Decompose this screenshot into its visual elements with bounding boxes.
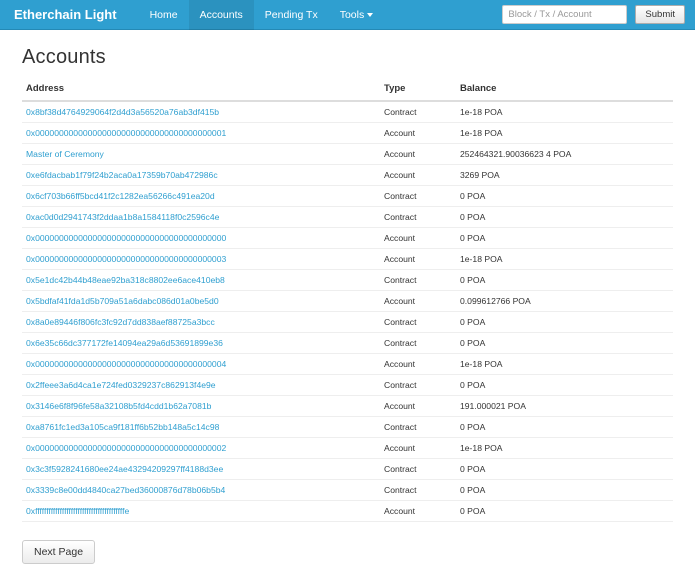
cell-address — [22, 396, 380, 417]
cell-balance: 1e-18 POA — [456, 249, 673, 270]
cell-type: Contract — [380, 480, 456, 501]
address-link[interactable]: 0x8a0e89446f806fc3fc92d7dd838aef88725a3bcc — [26, 317, 215, 327]
table-row — [22, 249, 673, 270]
table-row — [22, 312, 673, 333]
cell-balance: 0 POA — [456, 375, 673, 396]
address-link[interactable]: 0x5e1dc42b44b48eae92ba318c8802ee6ace410eb8 — [26, 275, 225, 285]
cell-address — [22, 333, 380, 354]
cell-type: Account — [380, 144, 456, 165]
address-link[interactable]: 0x2ffeee3a6d4ca1e724fed0329237c862913f4e9e — [26, 380, 216, 390]
cell-balance: 1e-18 POA — [456, 438, 673, 459]
pagination — [0, 522, 695, 564]
cell-address — [22, 144, 380, 165]
cell-balance: 1e-18 POA — [456, 101, 673, 123]
cell-type: Account — [380, 354, 456, 375]
chevron-down-icon — [367, 13, 373, 17]
search-input[interactable] — [502, 5, 627, 24]
column-header-type: Type — [380, 83, 456, 101]
cell-type: Account — [380, 165, 456, 186]
address-link[interactable]: 0x3339c8e00dd4840ca27bed36000876d78b06b5b4 — [26, 485, 226, 495]
table-row — [22, 291, 673, 312]
cell-type: Contract — [380, 312, 456, 333]
cell-address — [22, 101, 380, 123]
cell-address — [22, 207, 380, 228]
table-row — [22, 207, 673, 228]
table-row — [22, 438, 673, 459]
table-row — [22, 501, 673, 522]
cell-address — [22, 480, 380, 501]
cell-balance: 0 POA — [456, 417, 673, 438]
cell-balance: 0 POA — [456, 270, 673, 291]
cell-type: Account — [380, 396, 456, 417]
cell-type: Account — [380, 123, 456, 144]
nav-link-tools-label: Tools — [339, 8, 365, 21]
accounts-table — [22, 83, 673, 522]
table-row — [22, 123, 673, 144]
table-row — [22, 270, 673, 291]
cell-address — [22, 165, 380, 186]
table-header-row — [22, 83, 673, 101]
cell-type: Contract — [380, 417, 456, 438]
cell-address — [22, 249, 380, 270]
table-row — [22, 228, 673, 249]
address-link[interactable]: 0x3c3f5928241680ee24ae43294209297ff4188d3ee — [26, 464, 224, 474]
nav-link-pending-tx[interactable]: Pending Tx — [264, 8, 318, 21]
submit-button[interactable]: Submit — [635, 5, 685, 24]
cell-balance: 0 POA — [456, 333, 673, 354]
cell-balance: 191.000021 POA — [456, 396, 673, 417]
cell-type: Account — [380, 228, 456, 249]
table-row — [22, 101, 673, 123]
nav-links — [139, 0, 385, 30]
table-row — [22, 417, 673, 438]
nav-link-tools[interactable] — [329, 0, 385, 30]
table-row — [22, 480, 673, 501]
cell-type: Contract — [380, 207, 456, 228]
table-row — [22, 333, 673, 354]
address-link[interactable]: Master of Ceremony — [26, 149, 104, 159]
address-link[interactable]: 0xa8761fc1ed3a105ca9f181ff6b52bb148a5c14c98 — [26, 422, 220, 432]
cell-address — [22, 186, 380, 207]
navbar-search-area — [502, 5, 685, 24]
table-body — [22, 101, 673, 522]
nav-link-home[interactable]: Home — [149, 8, 178, 21]
cell-address — [22, 270, 380, 291]
address-link[interactable]: 0x0000000000000000000000000000000000000004 — [26, 359, 227, 369]
cell-balance: 0 POA — [456, 207, 673, 228]
cell-type: Contract — [380, 333, 456, 354]
cell-balance: 252464321.90036623 4 POA — [456, 144, 673, 165]
cell-address — [22, 459, 380, 480]
address-link[interactable]: 0xe6fdacbab1f79f24b2aca0a17359b70ab472986c — [26, 170, 218, 180]
cell-type: Account — [380, 249, 456, 270]
cell-address — [22, 417, 380, 438]
address-link[interactable]: 0x0000000000000000000000000000000000000002 — [26, 443, 227, 453]
table-header — [22, 83, 673, 101]
cell-balance: 0 POA — [456, 480, 673, 501]
cell-type: Account — [380, 438, 456, 459]
cell-type: Contract — [380, 459, 456, 480]
table-row — [22, 396, 673, 417]
address-link[interactable]: 0xac0d0d2941743f2ddaa1b8a1584118f0c2596c4e — [26, 212, 220, 222]
top-navbar — [0, 0, 695, 30]
address-link[interactable]: 0x3146e6f8f96fe58a32108b5fd4cdd1b62a7081b — [26, 401, 212, 411]
brand-logo[interactable]: Etherchain Light — [14, 7, 117, 22]
table-row — [22, 354, 673, 375]
cell-type: Contract — [380, 186, 456, 207]
cell-balance: 0 POA — [456, 501, 673, 522]
nav-link-accounts[interactable]: Accounts — [189, 0, 254, 30]
cell-address — [22, 123, 380, 144]
cell-address — [22, 438, 380, 459]
cell-balance: 0 POA — [456, 186, 673, 207]
page-container — [0, 30, 695, 522]
cell-address — [22, 291, 380, 312]
address-link[interactable]: 0x6e35c66dc377172fe14094ea29a6d53691899e36 — [26, 338, 223, 348]
next-page-button[interactable]: Next Page — [22, 540, 95, 564]
cell-type: Contract — [380, 101, 456, 123]
cell-balance: 1e-18 POA — [456, 354, 673, 375]
cell-address — [22, 312, 380, 333]
address-link[interactable]: 0x8bf38d4764929064f2d4d3a56520a76ab3df415b — [26, 107, 220, 117]
table-row — [22, 186, 673, 207]
table-row — [22, 459, 673, 480]
address-link[interactable]: 0x0000000000000000000000000000000000000001 — [26, 128, 227, 138]
cell-balance: 0 POA — [456, 228, 673, 249]
address-link[interactable]: 0x0000000000000000000000000000000000000000 — [26, 233, 227, 243]
table-row — [22, 165, 673, 186]
cell-address — [22, 354, 380, 375]
address-link[interactable]: 0x0000000000000000000000000000000000000003 — [26, 254, 227, 264]
column-header-balance: Balance — [456, 83, 673, 101]
cell-address — [22, 228, 380, 249]
cell-address — [22, 501, 380, 522]
cell-address — [22, 375, 380, 396]
address-link[interactable]: 0x6cf703b66ff5bcd41f2c1282ea56266c491ea20d — [26, 191, 215, 201]
address-link[interactable]: 0xffffffffffffffffffffffffffffffffffffffffe — [26, 506, 130, 516]
cell-balance: 0 POA — [456, 459, 673, 480]
cell-balance: 1e-18 POA — [456, 123, 673, 144]
cell-type: Account — [380, 501, 456, 522]
cell-type: Account — [380, 291, 456, 312]
page-title: Accounts — [22, 46, 106, 68]
cell-type: Contract — [380, 375, 456, 396]
table-row — [22, 144, 673, 165]
table-row — [22, 375, 673, 396]
address-link[interactable]: 0x5bdfaf41fda1d5b709a51a6dabc086d01a0be5d0 — [26, 296, 219, 306]
cell-balance: 0.099612766 POA — [456, 291, 673, 312]
column-header-address: Address — [22, 83, 380, 101]
cell-type: Contract — [380, 270, 456, 291]
cell-balance: 0 POA — [456, 312, 673, 333]
cell-balance: 3269 POA — [456, 165, 673, 186]
